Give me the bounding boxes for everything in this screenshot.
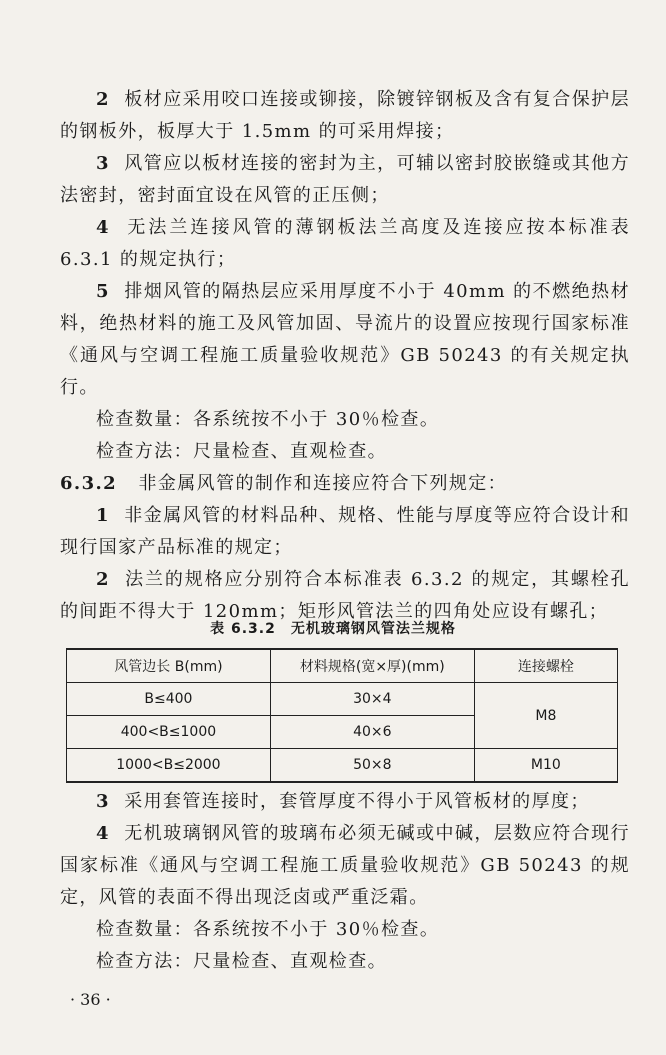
header-edge-length: 风管边长 B(mm) — [67, 649, 271, 683]
table-row — [67, 749, 618, 783]
clause-number: 1 — [96, 505, 110, 526]
clause-number: 3 — [96, 153, 110, 174]
inspection-quantity: 检查数量：各系统按不小于 30％检查。 — [96, 409, 440, 430]
clause-number: 4 — [96, 217, 110, 238]
cell-bolt-m8: M8 — [474, 683, 617, 749]
clause-number: 2 — [96, 569, 110, 590]
clause-1-materials — [60, 500, 630, 564]
clause-text: 无机玻璃钢风管的玻璃布必须无碱或中碱，层数应符合现行国家标准《通风与空调工程施工质量验收规范》GB 50243 的规定，风管的表面不得出现泛卤或严重泛霜。 — [60, 823, 630, 908]
clause-number: 2 — [96, 89, 110, 110]
clause-text: 非金属风管的材料品种、规格、性能与厚度等应符合设计和现行国家产品标准的规定； — [60, 505, 630, 558]
cell-spec: 50×8 — [270, 749, 474, 783]
clause-3-sleeve — [60, 786, 630, 818]
table-row — [67, 683, 618, 716]
clause-number: 3 — [96, 791, 110, 812]
section-text: 非金属风管的制作和连接应符合下列规定： — [138, 473, 508, 494]
clause-number: 5 — [96, 281, 110, 302]
clause-number: 4 — [96, 823, 110, 844]
inspection-method: 检查方法：尺量检查、直观检查。 — [96, 441, 387, 462]
flange-spec-table — [66, 648, 618, 783]
clause-4-fiberglass — [60, 818, 630, 914]
page-number: · 36 · — [70, 990, 111, 1009]
header-material-spec: 材料规格(宽×厚)(mm) — [270, 649, 474, 683]
clause-text: 采用套管连接时，套管厚度不得小于风管板材的厚度； — [124, 791, 590, 812]
cell-spec: 40×6 — [270, 716, 474, 749]
inspection-method: 检查方法：尺量检查、直观检查。 — [96, 951, 387, 972]
section-number: 6.3.2 — [60, 473, 118, 494]
cell-edge: 400<B≤1000 — [67, 716, 271, 749]
clause-2-plate-joining — [60, 84, 630, 148]
section-6-3-2-heading — [60, 468, 630, 500]
cell-spec: 30×4 — [270, 683, 474, 716]
clause-text: 风管应以板材连接的密封为主，可辅以密封胶嵌缝或其他方法密封，密封面宜设在风管的正压侧； — [60, 153, 630, 206]
clause-text: 板材应采用咬口连接或铆接，除镀锌钢板及含有复合保护层的钢板外，板厚大于 1.5mm 的可采用焊接； — [60, 89, 630, 142]
clause-text: 排烟风管的隔热层应采用厚度不小于 40mm 的不燃绝热材料，绝热材料的施工及风管加固、导流片的设置应按现行国家标准《通风与空调工程施工质量验收规范》GB 50243 的有关规定执行。 — [60, 281, 630, 398]
table-header-row — [67, 649, 618, 683]
header-bolt: 连接螺栓 — [474, 649, 617, 683]
cell-edge: B≤400 — [67, 683, 271, 716]
cell-edge: 1000<B≤2000 — [67, 749, 271, 783]
inspection-quantity: 检查数量：各系统按不小于 30％检查。 — [96, 919, 440, 940]
cell-bolt-m10: M10 — [474, 749, 617, 783]
clause-4-flangeless — [60, 212, 630, 276]
clause-3-sealing — [60, 148, 630, 212]
table-caption: 表 6.3.2 无机玻璃钢风管法兰规格 — [210, 621, 456, 637]
clause-text: 无法兰连接风管的薄钢板法兰高度及连接应按本标准表 6.3.1 的规定执行； — [60, 217, 630, 270]
clause-text: 法兰的规格应分别符合本标准表 6.3.2 的规定，其螺栓孔的间距不得大于 120mm；矩形风管法兰的四角处应设有螺孔； — [60, 569, 630, 622]
clause-5-smoke-exhaust — [60, 276, 630, 404]
